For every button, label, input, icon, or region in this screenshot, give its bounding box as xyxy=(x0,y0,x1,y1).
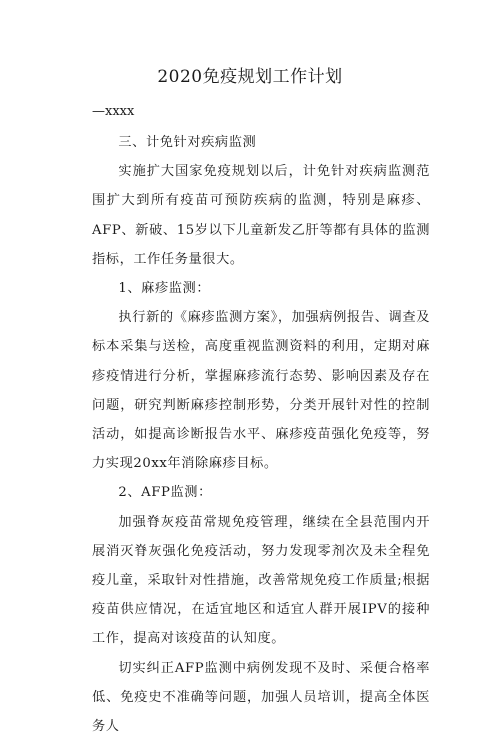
body-paragraph: 执行新的《麻疹监测方案》，加强病例报告、调查及标本采集与送检，高度重视监测资料的利用，定期对麻疹疫情进行分析，掌握麻疹流行态势、影响因素及存在问题，研究判断麻疹控制形势，分类开展针对性的控制活动，如提高诊断报告水平、麻疹疫苗强化免疫等，努力实现20xx年消除麻疹目标。 xyxy=(92,310,430,472)
subsection-heading: 2、AFP监测： xyxy=(118,485,212,501)
document-body xyxy=(92,128,430,741)
body-paragraph: 加强脊灰疫苗常规免疫管理，继续在全县范围内开展消灭脊灰强化免疫活动，努力发现零剂次及未全程免疫儿童，采取针对性措施，改善常规免疫工作质量;根据疫苗供应情况，在适宜地区和适宜人群开展IPV的接种工作，提高对该疫苗的认知度。 xyxy=(92,514,430,647)
document-byline: —xxxx xyxy=(92,104,135,119)
body-paragraph: 切实纠正AFP监测中病例发现不及时、采便合格率低、免疫史不准确等问题，加强人员培训，提高全体医务人 xyxy=(92,660,430,735)
subsection-heading: 1、麻疹监测： xyxy=(118,281,211,297)
document-title: 2020免疫规划工作计划 xyxy=(157,67,343,87)
section-heading: 三、计免针对疾病监测 xyxy=(118,135,257,150)
body-paragraph: 实施扩大国家免疫规划以后，计免针对疾病监测范围扩大到所有疫苗可预防疾病的监测，特别是麻疹、AFP、新破、15岁以下儿童新发乙肝等都有具体的监测指标，工作任务量很大。 xyxy=(92,164,430,267)
